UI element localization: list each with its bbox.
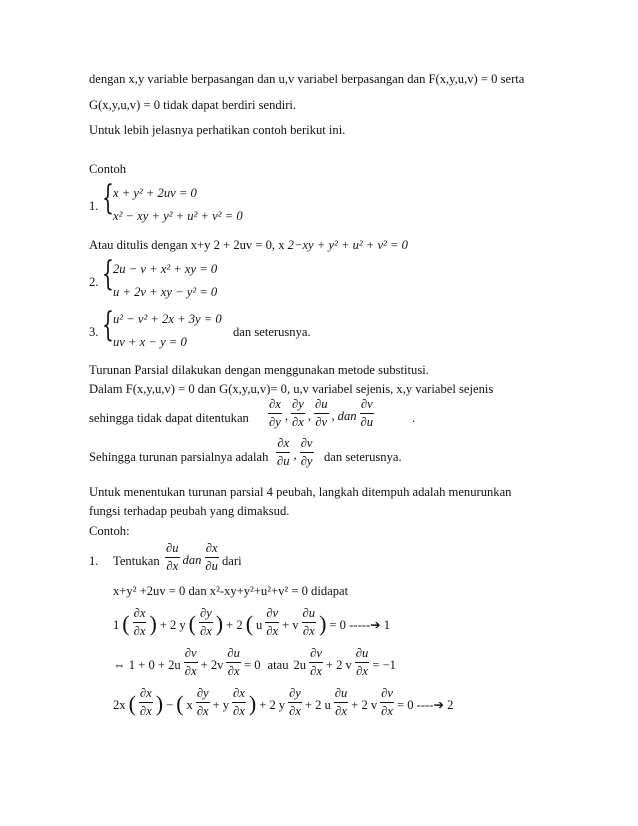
intro-line-3: Untuk lebih jelasnya perhatikan contoh berikut ini.	[89, 123, 346, 137]
item-1-targets: ∂u ∂x dan ∂x ∂u	[166, 541, 218, 573]
example-1-label: 1.	[89, 199, 99, 213]
partial-derivatives-list: ∂x ∂y , ∂y ∂x , ∂u ∂v , dan ∂v ∂u	[269, 397, 374, 429]
example-1-equation-2: x² − xy + y² + u² + v² = 0	[113, 209, 243, 223]
step-3-equation: 2x ( ∂x ∂x ) − ( x ∂y ∂x + y ∂x ∂x ) + 2 y ∂y ∂x + 2 u ∂u ∂x + 2 v $\frac{\partial v}{\partial x}$ = 0 ----➔ 2	[113, 686, 454, 718]
parsial-prefix: Sehingga turunan parsialnya adalah	[89, 450, 269, 464]
step-2-atau: atau	[267, 658, 289, 673]
sehingga-prefix: sehingga tidak dapat ditentukan	[89, 411, 249, 425]
turunan-line-2: Dalam F(x,y,u,v) = 0 dan G(x,y,u,v)= 0, u,v variabel sejenis, x,y variabel sejenis	[89, 382, 494, 396]
item-1-given: x+y² +2uv = 0 dan x²-xy+y²+u²+v² = 0 didapat	[113, 584, 349, 598]
example-2-equation-2: u + 2v + xy − y² = 0	[113, 285, 218, 299]
atau-line	[89, 239, 408, 252]
brace-icon: {	[102, 254, 114, 294]
example-3-equation-1: u² − v² + 2x + 3y = 0	[113, 312, 222, 326]
example-3-suffix: dan seterusnya.	[233, 325, 311, 339]
example-2-label: 2.	[89, 275, 99, 289]
step-2-right-eq: = −1	[372, 658, 396, 673]
item-1-dari: dari	[222, 554, 242, 568]
example-2-equation-1: 2u − v + x² + xy = 0	[113, 262, 218, 276]
atau-line-equation: 2−xy + y² + u² + v² = 0	[287, 238, 408, 252]
step-1-equation: 1 ( ∂x ∂x ) + 2 y ( ∂y ∂x ) + 2 ( u ∂v ∂x + v ∂u ∂x ) = 0 -----➔ 1	[113, 606, 391, 638]
contoh-2-heading: Contoh:	[89, 524, 130, 538]
example-3-label: 3.	[89, 325, 99, 339]
step-3-tail: = 0 ----➔ 2	[396, 698, 454, 713]
intro-line-2: G(x,y,u,v) = 0 tidak dapat berdiri sendiri.	[89, 98, 297, 112]
brace-icon: {	[102, 178, 114, 218]
item-1-number: 1.	[89, 554, 99, 568]
sehingga-suffix: .	[412, 411, 416, 425]
example-3-equation-2: uv + x − y = 0	[113, 335, 187, 349]
step-2-equation: ⇔ 1 + 0 + 2u ∂v ∂x + 2v $\frac{\partial u}{\partial x}$ = 0 atau 2u ∂v ∂x + 2 v $\frac{\partial u}{\partial x}$ = −1	[113, 646, 396, 678]
turunan-line-1: Turunan Parsial dilakukan dengan menggunakan metode substitusi.	[89, 363, 429, 377]
intro-line-1: dengan x,y variable berpasangan dan u,v variabel berpasangan dan F(x,y,u,v) = 0 serta	[89, 72, 525, 86]
parsial-suffix: dan seterusnya.	[324, 450, 402, 464]
atau-line-prefix: Atau ditulis dengan x+y	[89, 238, 214, 252]
item-1-dan: dan	[182, 553, 202, 568]
partial-derivatives-result: ∂x ∂u , ∂v ∂y	[277, 436, 313, 468]
item-1-tentukan: Tentukan	[113, 554, 160, 568]
example-1-equation-1: x + y² + 2uv = 0	[113, 186, 197, 200]
step-1-tail: = 0 -----➔ 1	[329, 618, 391, 633]
contoh-heading: Contoh	[89, 162, 127, 176]
brace-icon: {	[102, 305, 114, 345]
menentukan-line-2: fungsi terhadap peubah yang dimaksud.	[89, 504, 290, 518]
menentukan-line-1: Untuk menentukan turunan parsial 4 peubah, langkah ditempuh adalah menurunkan	[89, 485, 512, 499]
step-2-eq: = 0	[243, 658, 261, 673]
atau-line-mid: 2 + 2uv = 0, x	[213, 238, 288, 252]
step-2-left: ⇔ 1 + 0 + 2u	[113, 658, 181, 673]
step-2-plus: + 2v	[200, 658, 224, 673]
